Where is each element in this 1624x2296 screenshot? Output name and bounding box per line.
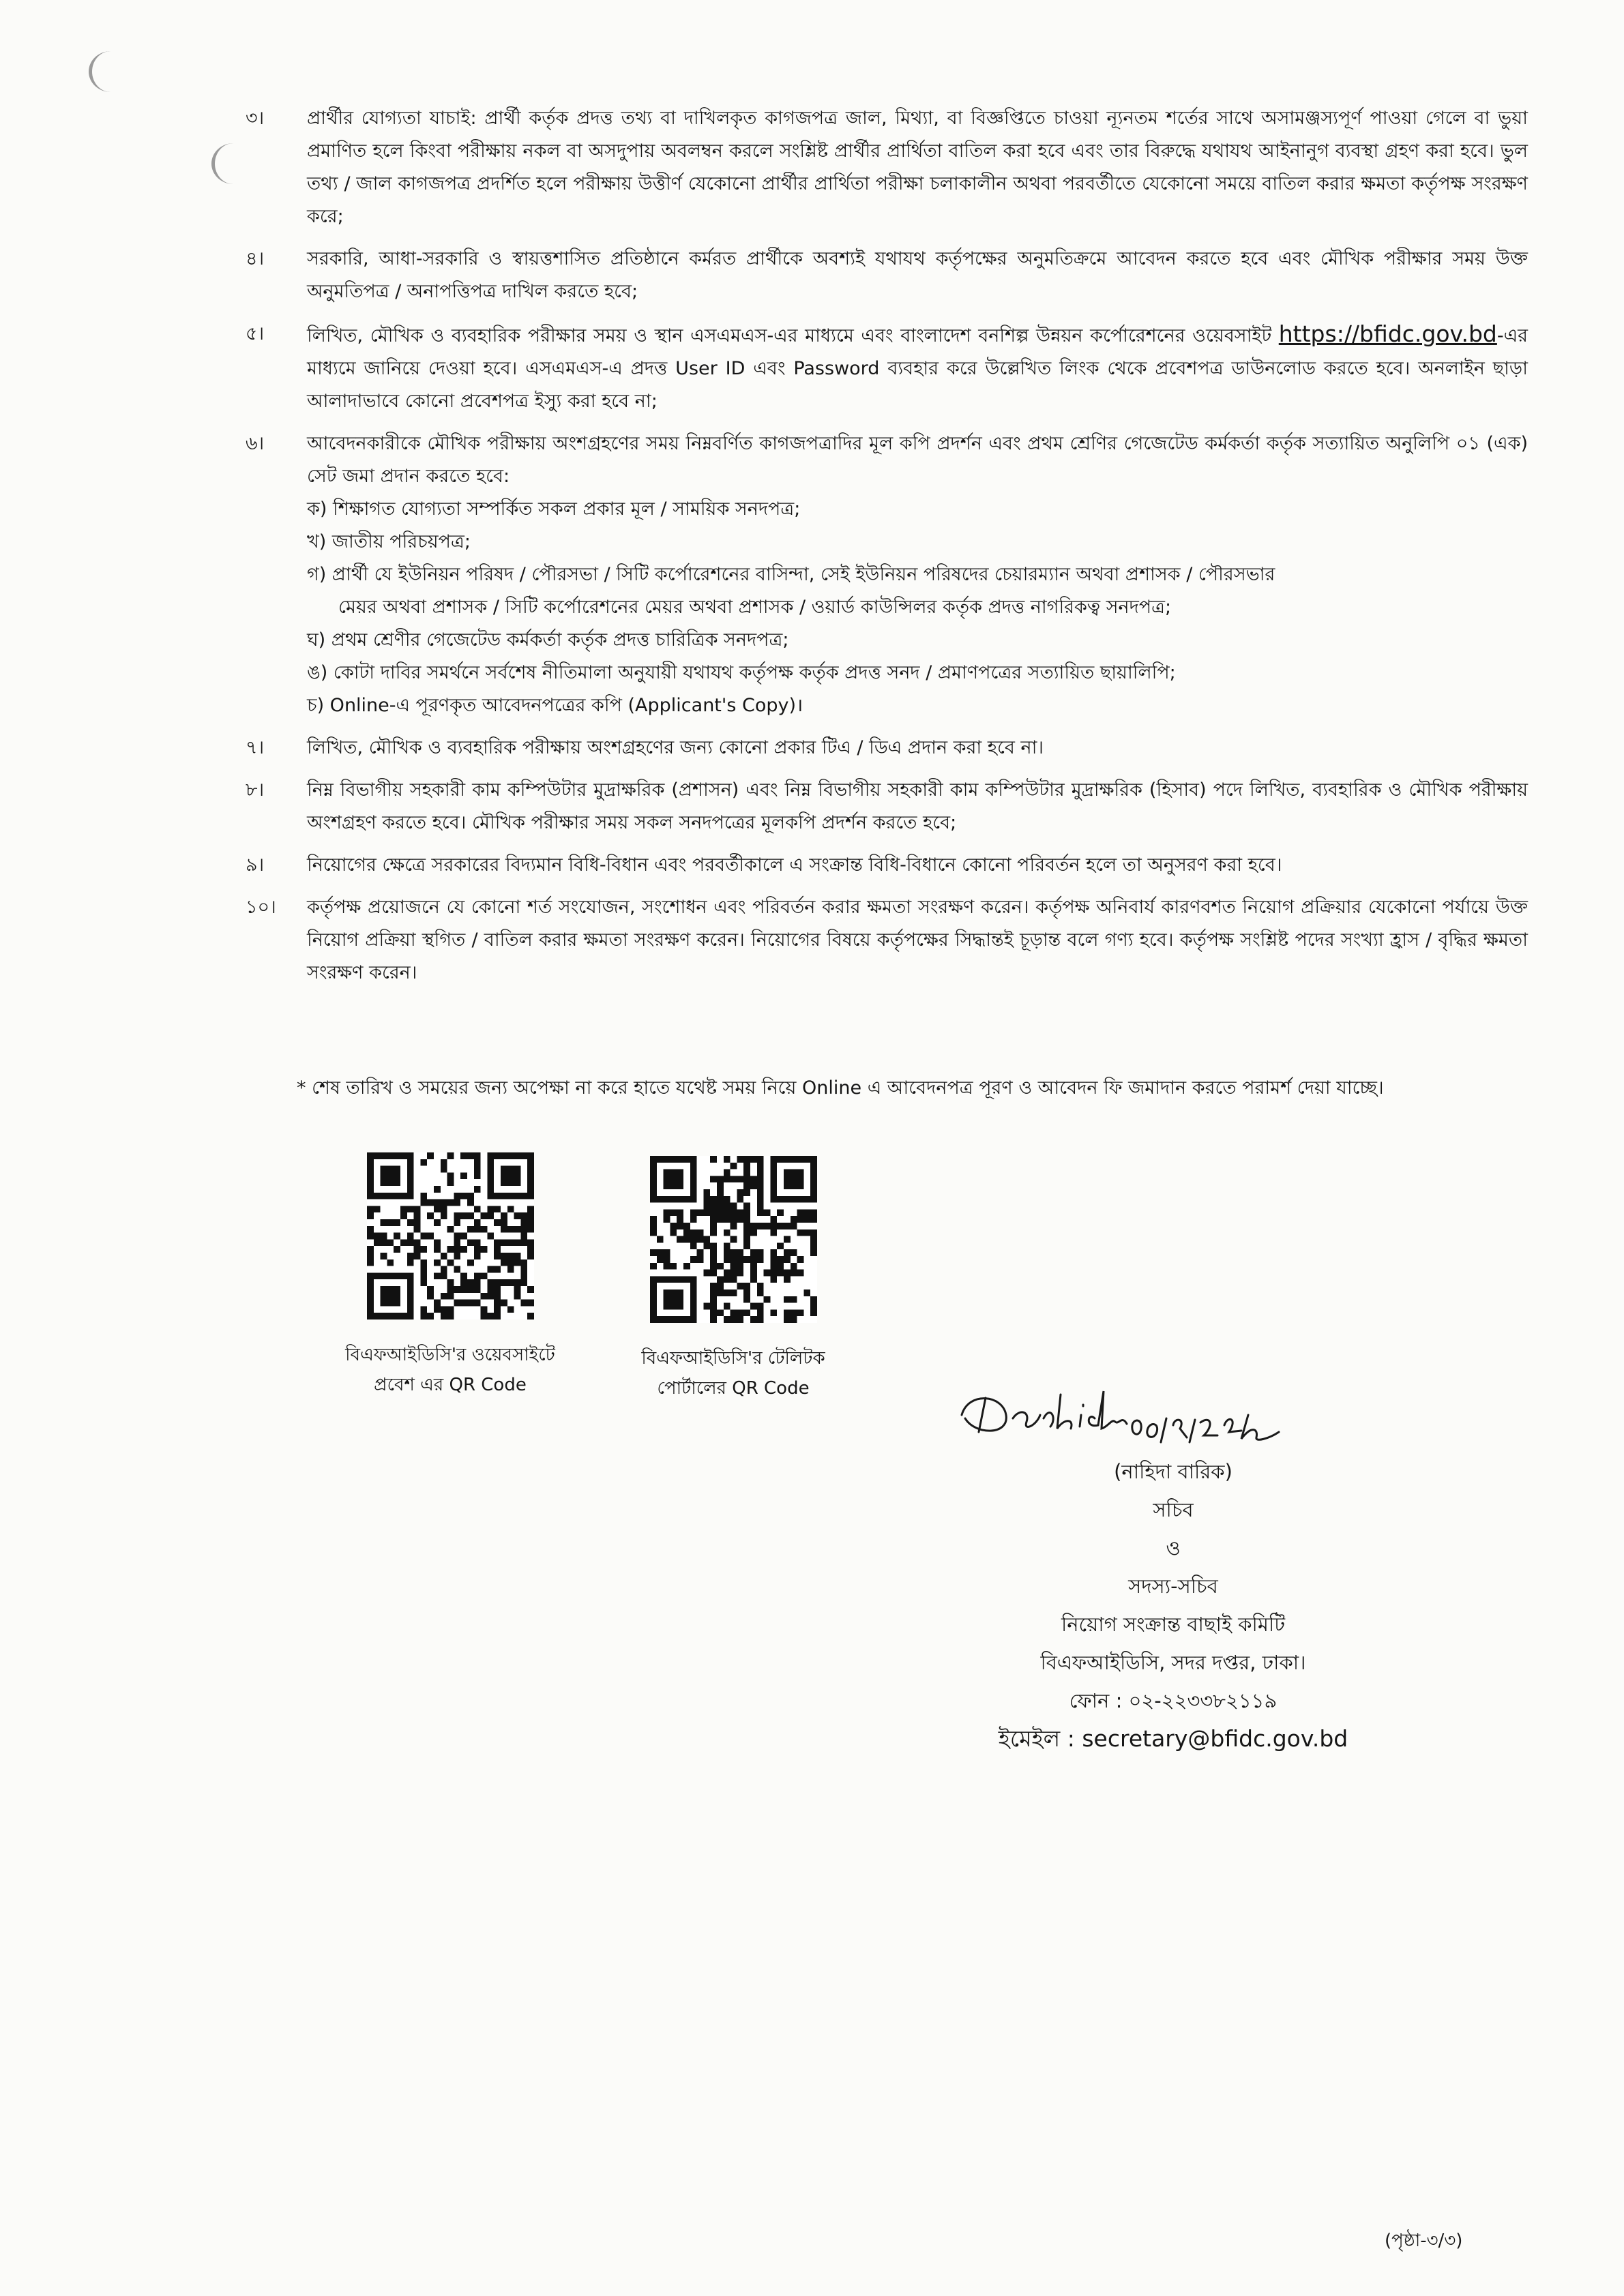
document-subitem: মেয়র অথবা প্রশাসক / সিটি কর্পোরেশনের মেয়র অথবা প্রশাসক / ওয়ার্ড কাউন্সিলর কর্তৃক প্রদত্ত নাগরিকত্ব সনদপত্র; (338, 597, 1172, 618)
condition-item (246, 428, 1528, 722)
committee-name: নিয়োগ সংক্রান্ত বাছাই কমিটি (1061, 1613, 1286, 1636)
document-subitem: ক) শিক্ষাগত যোগ্যতা সম্পর্কিত সকল প্রকার মূল / সাময়িক সনদপত্র; (307, 498, 801, 520)
advisory-note: * শেষ তারিখ ও সময়ের জন্য অপেক্ষা না করে হাতে যথেষ্ট সময় নিয়ে Online এ আবেদনপত্র পূরণ ও আবেদন ফি জমাদান করতে পরামর্শ দেয়া যাচ্ছে। (297, 1077, 1384, 1099)
office-address: বিএফআইডিসি, সদর দপ্তর, ঢাকা। (1040, 1651, 1306, 1674)
condition-item (246, 732, 1528, 764)
qr-label-line: পোর্টালের QR Code (657, 1378, 810, 1399)
item-text-part: -এর মাধ্যমে জানিয়ে দেওয়া হবে। এসএমএস-এ প্রদত্ত User ID এবং Password ব্যবহার করে উল্লেখিত লিংক থেকে প্রবেশপত্র ডাউনলোড করতে হবে। অনলাইন ছাড়া আলাদাভাবে কোনো প্রবেশপত্র ইস্যু করা হবে না; (307, 325, 1528, 412)
email-address: ইমেইল : secretary@bfidc.gov.bd (998, 1725, 1348, 1752)
signatory-title: সচিব (1153, 1498, 1194, 1521)
phone-number: ফোন : ০২-২২৩৩৮২১১৯ (1069, 1689, 1278, 1712)
conditions-list (246, 102, 1528, 999)
qr-label-line: বিএফআইডিসি'র টেলিটক (641, 1348, 825, 1369)
item-number: ৭। (246, 737, 265, 758)
item-text: আবেদনকারীকে মৌখিক পরীক্ষায় অংশগ্রহণের সময় নিম্নবর্ণিত কাগজপত্রাদির মূল কপি প্রদর্শন এবং প্রথম শ্রেণির গেজেটেড কর্মকর্তা কর্তৃক সত্যায়িত অনুলিপি ০১ (এক) সেট জমা প্রদান করতে হবে: (307, 433, 1528, 487)
item-text: কর্তৃপক্ষ প্রয়োজনে যে কোনো শর্ত সংযোজন, সংশোধন এবং পরিবর্তন করার ক্ষমতা সংরক্ষণ করেন। কর্তৃপক্ষ অনিবার্য কারণবশত নিয়োগ প্রক্রিয়ার যেকোনো পর্যায়ে উক্ত নিয়োগ প্রক্রিয়া স্থগিত / বাতিল করার ক্ষমতা সংরক্ষণ করেন। নিয়োগের বিষয়ে কর্তৃপক্ষের সিদ্ধান্তই চূড়ান্ত বলে গণ্য হবে। কর্তৃপক্ষ সংশ্লিষ্ট পদের সংখ্যা হ্রাস / বৃদ্ধির ক্ষমতা সংরক্ষণ করেন। (307, 897, 1528, 983)
item-text-part: লিখিত, মৌখিক ও ব্যবহারিক পরীক্ষার সময় ও স্থান এসএমএস-এর মাধ্যমে এবং বাংলাদেশ বনশিল্প উন্নয়ন কর্পোরেশনের ওয়েবসাইট (307, 325, 1279, 346)
teletalk-qr-block (597, 1156, 870, 1403)
item-text: প্রার্থীর যোগ্যতা যাচাই: প্রার্থী কর্তৃক প্রদত্ত তথ্য বা দাখিলকৃত কাগজপত্র জাল, মিথ্যা, বা বিজ্ঞপ্তিতে চাওয়া ন্যূনতম শর্তের সাথে অসামঞ্জস্যপূর্ণ পাওয়া গেলে বা ভুয়া প্রমাণিত হলে কিংবা পরীক্ষায় নকল বা অসদুপায় অবলম্বন করলে সংশ্লিষ্ট প্রার্থীর প্রার্থিতা বাতিল করা হবে এবং তার বিরুদ্ধে যথাযথ আইনানুগ ব্যবস্থা গ্রহণ করা হবে। ভুল তথ্য / জাল কাগজপত্র প্রদর্শিত হলে পরীক্ষায় উত্তীর্ণ যেকোনো প্রার্থীর প্রার্থিতা পরীক্ষা চলাকালীন অথবা পরবর্তীতে যেকোনো সময়ে বাতিল করার ক্ষমতা কর্তৃপক্ষ সংরক্ষণ করে; (307, 108, 1528, 227)
document-subitem: ঙ) কোটা দাবির সমর্থনে সর্বশেষ নীতিমালা অনুযায়ী যথাযথ কর্তৃপক্ষ কর্তৃক প্রদত্ত সনদ / প্রমাণপত্রের সত্যায়িত ছায়ালিপি; (307, 662, 1176, 683)
qr-label (314, 1340, 587, 1400)
item-text: নিম্ন বিভাগীয় সহকারী কাম কম্পিউটার মুদ্রাক্ষরিক (প্রশাসন) এবং নিম্ন বিভাগীয় সহকারী কাম কম্পিউটার মুদ্রাক্ষরিক (হিসাব) পদে লিখিত, ব্যবহারিক ও মৌখিক পরীক্ষায় অংশগ্রহণ করতে হবে। মৌখিক পরীক্ষার সময় সকল সনদপত্রের মূলকপি প্রদর্শন করতে হবে; (307, 779, 1528, 833)
item-text: সরকারি, আধা-সরকারি ও স্বায়ত্তশাসিত প্রতিষ্ঠানে কর্মরত প্রার্থীকে অবশ্যই যথাযথ কর্তৃপক্ষের অনুমতিক্রমে আবেদন করতে হবে এবং মৌখিক পরীক্ষার সময় উক্ত অনুমতিপত্র / অনাপত্তিপত্র দাখিল করতে হবে; (307, 248, 1528, 302)
qr-label (597, 1343, 870, 1403)
item-number: ১০। (246, 897, 276, 918)
item-number: ৪। (246, 248, 265, 269)
item-number: ৫। (246, 323, 265, 344)
page-number: (পৃষ্ঠা-৩/৩) (1385, 2231, 1463, 2251)
item-number: ৩। (246, 108, 265, 129)
condition-item (246, 849, 1528, 882)
document-subitem: খ) জাতীয় পরিচয়পত্র; (307, 531, 471, 552)
document-subitem: ঘ) প্রথম শ্রেণীর গেজেটেড কর্মকর্তা কর্তৃক প্রদত্ত চারিত্রিক সনদপত্র; (307, 629, 789, 651)
condition-item (246, 318, 1528, 418)
website-qr-block (314, 1152, 587, 1400)
document-subitem: চ) Online-এ পূরণকৃত আবেদনপত্রের কপি (Applicant's Copy)। (307, 695, 803, 716)
qr-code-icon[interactable] (367, 1152, 534, 1320)
qr-label-line: প্রবেশ এর QR Code (374, 1375, 527, 1395)
punch-hole-mark (89, 51, 133, 92)
signatory-title: সদস্য-সচিব (1128, 1575, 1218, 1598)
signatory-conjunction: ও (1166, 1536, 1181, 1560)
document-subitem: গ) প্রার্থী যে ইউনিয়ন পরিষদ / পৌরসভা / সিটি কর্পোরেশনের বাসিন্দা, সেই ইউনিয়ন পরিষদের চেয়ারম্যান অথবা প্রশাসক / পৌরসভার (307, 564, 1275, 585)
condition-item (246, 891, 1528, 989)
item-number: ৯। (246, 854, 265, 876)
item-text (307, 318, 1528, 418)
website-link[interactable]: https://bfidc.gov.bd (1278, 320, 1497, 347)
qr-label-line: বিএফআইডিসি'র ওয়েবসাইটে (345, 1345, 555, 1365)
item-number: ৮। (246, 779, 265, 801)
item-number: ৬। (246, 433, 265, 454)
condition-item (246, 243, 1528, 308)
signatory-name: (নাহিদা বারিক) (1114, 1460, 1232, 1483)
qr-code-icon[interactable] (650, 1156, 817, 1323)
condition-item (246, 774, 1528, 839)
item-text: লিখিত, মৌখিক ও ব্যবহারিক পরীক্ষায় অংশগ্রহণের জন্য কোনো প্রকার টিএ / ডিএ প্রদান করা হবে না। (307, 737, 1044, 758)
signature-block (866, 1377, 1480, 1758)
item-text: নিয়োগের ক্ষেত্রে সরকারের বিদ্যমান বিধি-বিধান এবং পরবর্তীকালে এ সংক্রান্ত বিধি-বিধানে কোনো পরিবর্তন হলে তা অনুসরণ করা হবে। (307, 854, 1282, 876)
condition-item (246, 102, 1528, 233)
handwritten-signature (948, 1377, 1303, 1452)
